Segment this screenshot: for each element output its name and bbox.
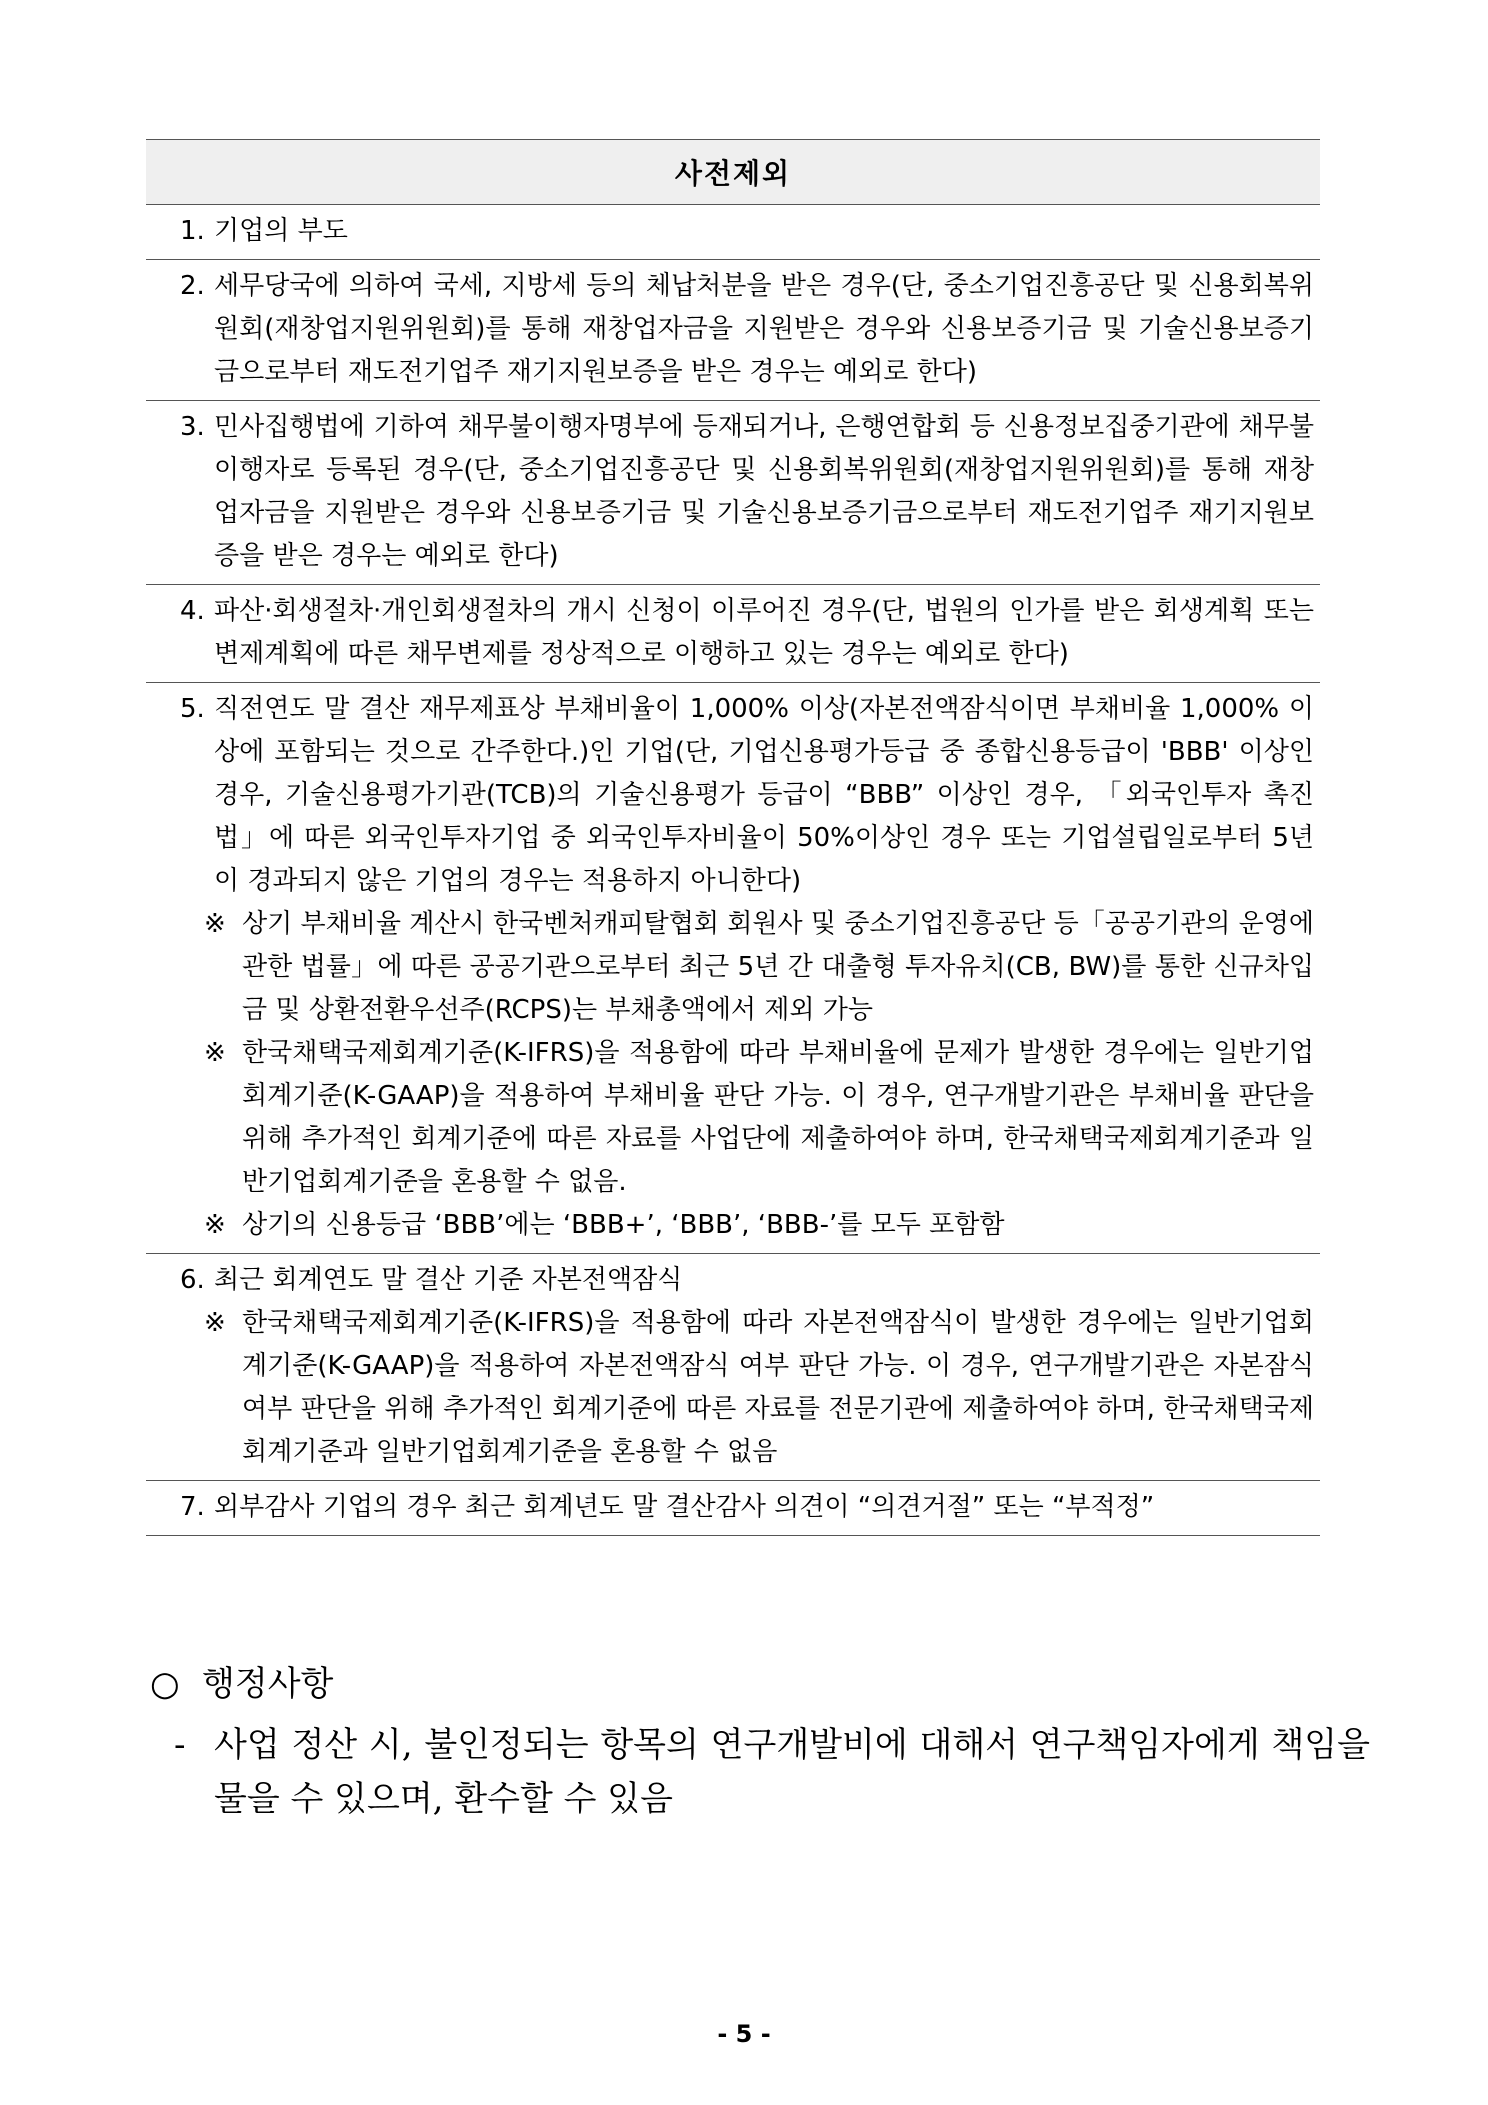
admin-item: [150, 1718, 1370, 1826]
note: [146, 1204, 1320, 1247]
item-number: 4.: [180, 596, 205, 626]
list-item: [146, 406, 1320, 578]
item-text: 파산·회생절차·개인회생절차의 개시 신청이 이루어진 경우(단, 법원의 인가를 받은 회생계획 또는 변제계획에 따른 채무변제를 정상적으로 이행하고 있는 경우는 예외로 한다): [214, 596, 1314, 669]
admin-heading: [150, 1658, 1370, 1710]
admin-section: [150, 1658, 1370, 1826]
item-text: 민사집행법에 기하여 채무불이행자명부에 등재되거나, 은행연합회 등 신용정보집중기관에 채무불이행자로 등록된 경우(단, 중소기업진흥공단 및 신용회복위원회(재창업지원위원회)를 통해 재창업자금을 지원받은 경우와 신용보증기금 및 기술신용보증기금으로부터 재도전기업주 재기지원보증을 받은 경우는 예외로 한다): [214, 412, 1314, 571]
dash-bullet-icon: -: [174, 1725, 186, 1765]
item-number: 2.: [180, 271, 205, 301]
page-number: - 5 -: [717, 2020, 771, 2048]
admin-title: 행정사항: [202, 1664, 334, 1704]
note: [146, 1032, 1320, 1204]
note: [146, 1302, 1320, 1474]
note-text: 한국채택국제회계기준(K-IFRS)을 적용함에 따라 자본전액잠식이 발생한 경우에는 일반기업회계기준(K-GAAP)을 적용하여 자본전액잠식 여부 판단 가능. 이 경우, 연구개발기관은 자본잠식 여부 판단을 위해 추가적인 회계기준에 따른 자료를 전문기관에 제출하여야 하며, 한국채택국제회계기준과 일반기업회계기준을 혼용할 수 없음: [242, 1308, 1314, 1467]
note-text: 한국채택국제회계기준(K-IFRS)을 적용함에 따라 부채비율에 문제가 발생한 경우에는 일반기업회계기준(K-GAAP)을 적용하여 부채비율 판단 가능. 이 경우, 연구개발기관은 부채비율 판단을 위해 추가적인 회계기준에 따른 자료를 사업단에 제출하여야 하며, 한국채택국제회계기준과 일반기업회계기준을 혼용할 수 없음.: [242, 1038, 1314, 1197]
table-header: 사전제외: [146, 139, 1320, 205]
item-text: 외부감사 기업의 경우 최근 회계년도 말 결산감사 의견이 “의견거절” 또는 “부적정”: [214, 1492, 1155, 1522]
exclusion-table: [146, 139, 1320, 1536]
item-number: 6.: [180, 1265, 205, 1295]
circle-bullet-icon: ○: [150, 1664, 180, 1704]
table-row: [146, 401, 1320, 585]
item-text: 기업의 부도: [214, 216, 348, 246]
table-row: [146, 205, 1320, 260]
list-item: [146, 590, 1320, 676]
note-text: 상기의 신용등급 ‘BBB’에는 ‘BBB+’, ‘BBB’, ‘BBB-’를 모두 포함함: [242, 1210, 1005, 1240]
table-row: [146, 585, 1320, 683]
list-item: [146, 688, 1320, 903]
reference-mark-icon: ※: [204, 909, 226, 939]
note-text: 상기 부채비율 계산시 한국벤처캐피탈협회 회원사 및 중소기업진흥공단 등「공공기관의 운영에 관한 법률」에 따른 공공기관으로부터 최근 5년 간 대출형 투자유치(CB, BW)를 통한 신규차입금 및 상환전환우선주(RCPS)는 부채총액에서 제외 가능: [242, 909, 1314, 1025]
item-number: 3.: [180, 412, 205, 442]
list-item: [146, 210, 1320, 253]
admin-item-text: 사업 정산 시, 불인정되는 항목의 연구개발비에 대해서 연구책임자에게 책임을 물을 수 있으며, 환수할 수 있음: [214, 1725, 1370, 1819]
list-item: [146, 265, 1320, 394]
table-row: [146, 1254, 1320, 1481]
table-row: [146, 1481, 1320, 1536]
item-number: 5.: [180, 694, 205, 724]
item-text: 직전연도 말 결산 재무제표상 부채비율이 1,000% 이상(자본전액잠식이면 부채비율 1,000% 이상에 포함되는 것으로 간주한다.)인 기업(단, 기업신용평가등급 중 종합신용등급이 'BBB' 이상인 경우, 기술신용평가기관(TCB)의 기술신용평가 등급이 “BBB” 이상인 경우, 「외국인투자 촉진법」에 따른 외국인투자기업 중 외국인투자비율이 50%이상인 경우 또는 기업설립일로부터 5년이 경과되지 않은 기업의 경우는 적용하지 아니한다): [214, 694, 1314, 896]
reference-mark-icon: ※: [204, 1210, 226, 1240]
table-body: [146, 205, 1320, 1536]
table-row: [146, 683, 1320, 1254]
reference-mark-icon: ※: [204, 1038, 226, 1068]
list-item: [146, 1486, 1320, 1529]
table-row: [146, 260, 1320, 401]
item-number: 7.: [180, 1492, 205, 1522]
item-text: 세무당국에 의하여 국세, 지방세 등의 체납처분을 받은 경우(단, 중소기업진흥공단 및 신용회복위원회(재창업지원위원회)를 통해 재창업자금을 지원받은 경우와 신용보증기금 및 기술신용보증기금으로부터 재도전기업주 재기지원보증을 받은 경우는 예외로 한다): [214, 271, 1314, 387]
note: [146, 903, 1320, 1032]
reference-mark-icon: ※: [204, 1308, 226, 1338]
item-text: 최근 회계연도 말 결산 기준 자본전액잠식: [214, 1265, 683, 1295]
item-number: 1.: [180, 216, 205, 246]
list-item: [146, 1259, 1320, 1302]
